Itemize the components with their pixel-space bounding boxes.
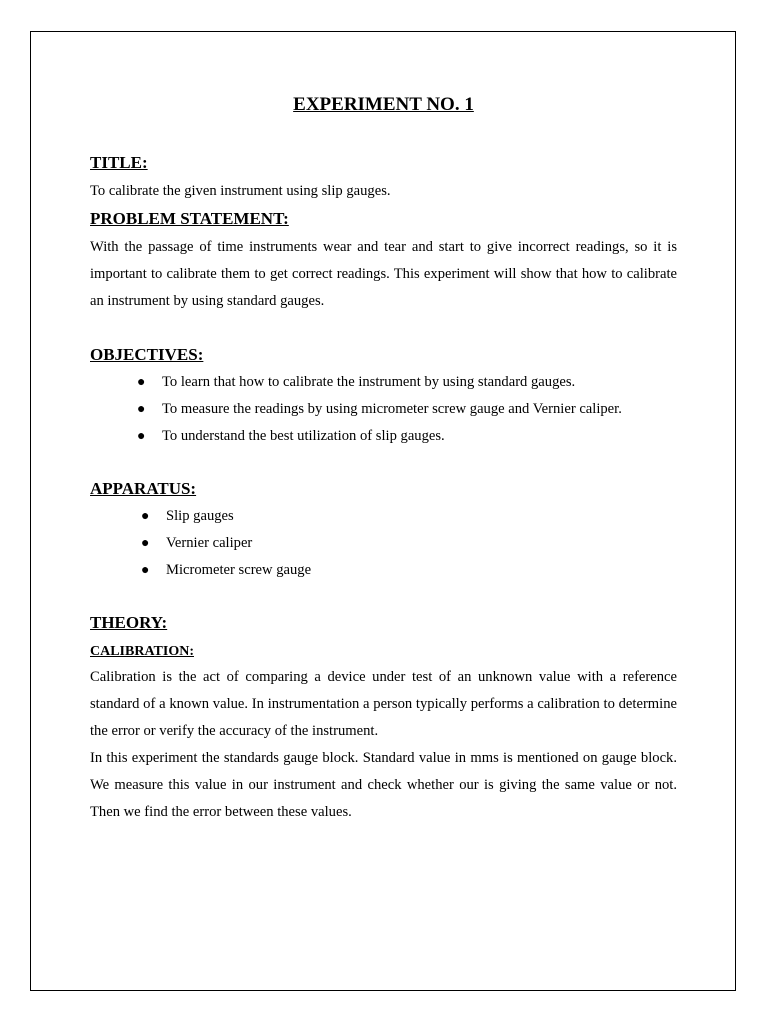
list-item: ● Vernier caliper — [90, 530, 677, 557]
bullet-icon: ● — [141, 536, 150, 551]
objectives-list — [90, 369, 677, 450]
title-text: To calibrate the given instrument using slip gauges. — [90, 183, 391, 199]
objectives-heading: OBJECTIVES: — [90, 345, 204, 364]
list-item: ● To learn that how to calibrate the instrument by using standard gauges. — [90, 369, 677, 396]
list-item: ● To measure the readings by using micrometer screw gauge and Vernier caliper. — [90, 396, 677, 423]
bullet-icon: ● — [137, 402, 146, 417]
document-title: EXPERIMENT NO. 1 — [293, 94, 474, 115]
calibration-subheading: CALIBRATION: — [90, 644, 194, 659]
bullet-icon: ● — [141, 509, 150, 524]
document-body — [90, 90, 677, 826]
theory-paragraph-1: Calibration is the act of comparing a device under test of an unknown value with a reference standard of a known value. In instrumentation a person typically performs a calibration to determine the error or verify the accuracy of the instrument. — [90, 669, 677, 739]
theory-heading: THEORY: — [90, 613, 168, 632]
bullet-icon: ● — [137, 429, 146, 444]
problem-statement-text: With the passage of time instruments wear and tear and start to give incorrect readings, so it is important to calibrate them to get correct readings. This experiment will show that how to calibrate an instrument by using standard gauges. — [90, 239, 677, 309]
bullet-icon: ● — [137, 375, 146, 390]
bullet-icon: ● — [141, 563, 150, 578]
apparatus-list — [90, 503, 677, 584]
theory-paragraph-2: In this experiment the standards gauge block. Standard value in mms is mentioned on gauge block. We measure this value in our instrument and check whether our is giving the same value or not. Then we find the error between these values. — [90, 750, 677, 820]
list-item: ● To understand the best utilization of slip gauges. — [90, 423, 677, 450]
list-item: ● Slip gauges — [90, 503, 677, 530]
title-heading: TITLE: — [90, 153, 148, 172]
list-item: ● Micrometer screw gauge — [90, 557, 677, 584]
apparatus-heading: APPARATUS: — [90, 479, 197, 498]
problem-statement-heading: PROBLEM STATEMENT: — [90, 209, 289, 228]
